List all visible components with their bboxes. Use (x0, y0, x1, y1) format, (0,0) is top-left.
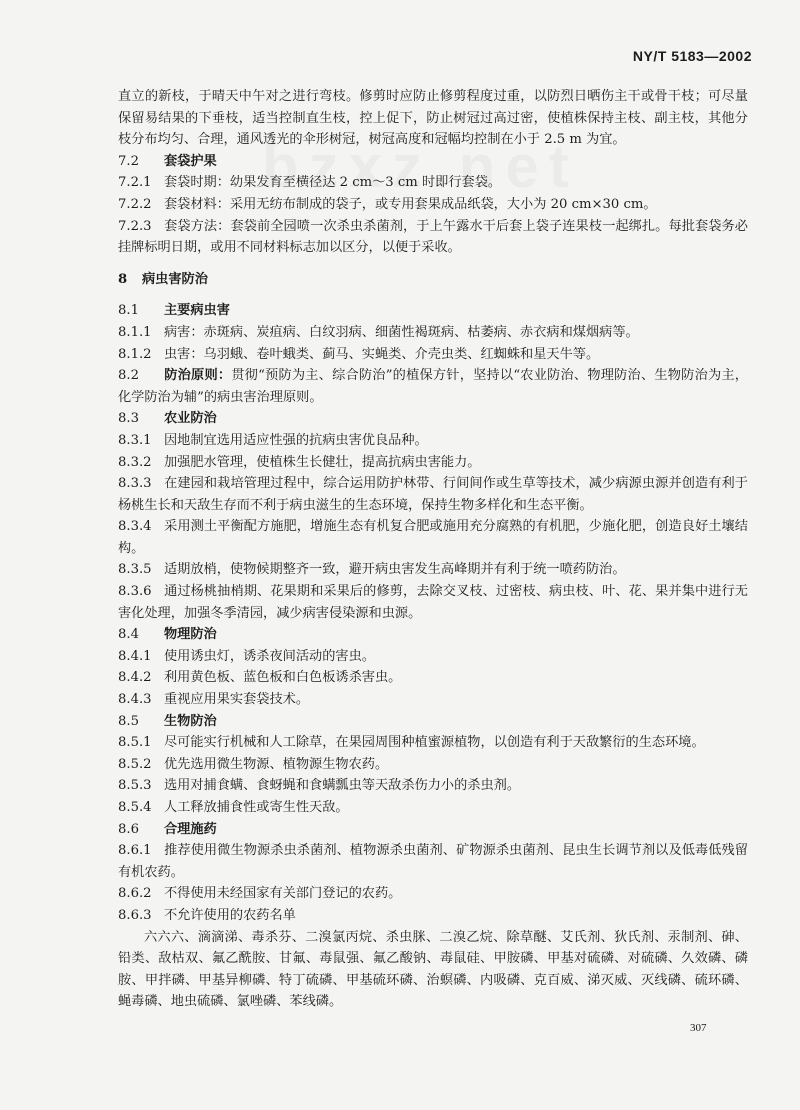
clause-text: 贯彻“预防为主、综合防治”的植保方针，坚持以“农业防治、物理防治、生物防治为主，化学防治为辅”的病虫害治理原则。 (118, 368, 748, 405)
clause-text: 适期放梢，使物候期整齐一致，避开病虫害发生高峰期并有利于统一喷药防治。 (164, 562, 626, 578)
clause-8-3-3 (118, 473, 748, 516)
section-title: 防治原则： (164, 368, 232, 384)
clause-number: 8.3.5 (118, 562, 152, 578)
clause-number: 8.5.4 (118, 800, 152, 815)
clause-number: 8.4.3 (118, 692, 152, 708)
clause-text: 采用测土平衡配方施肥，增施生态有机复合肥或施用充分腐熟的有机肥，少施化肥，创造良好土壤结构。 (118, 519, 748, 556)
clause-8-3-2 (118, 452, 748, 474)
clause-text: 套袋时期：幼果发育至横径达 2 cm～3 cm 时即行套袋。 (164, 175, 502, 191)
intro-paragraph: 直立的新枝，于晴天中午对之进行弯枝。修剪时应防止修剪程度过重，以防烈日晒伤主干或骨干枝；可尽量保留易结果的下垂枝，适当控制直生枝，控上促下，防止树冠过高过密，使植株保持主枝、副主枝，其他分枝分布均匀、合理，通风透光的伞形树冠，树冠高度和冠幅均控制在小于 2.5 m 为宜。 (118, 89, 748, 148)
clause-8-5-2 (118, 754, 748, 776)
clause-8-4-1 (118, 646, 748, 668)
section-8-heading (118, 269, 748, 291)
clause-text: 套袋材料：采用无纺布制成的袋子，或专用套果成品纸袋，大小为 20 cm×30 cm。 (164, 196, 657, 212)
section-number: 8.3 (118, 411, 139, 427)
clause-number: 8.3.4 (118, 519, 152, 535)
clause-text: 尽可能实行机械和人工除草，在果园周围种植蜜源植物，以创造有利于天敌繁衍的生态环境。 (164, 735, 705, 751)
clause-8-3-6 (118, 581, 748, 624)
section-8-6-heading (118, 819, 748, 841)
clause-8-5-4 (118, 797, 748, 819)
clause-text: 通过杨桃抽梢期、花果期和采果后的修剪，去除交叉枝、过密枝、病虫枝、叶、花、果并集中进行无害化处理，加强冬季清园，减少病害侵染源和虫源。 (118, 584, 748, 621)
clause-8-6-2 (118, 883, 748, 905)
section-8-5-heading (118, 711, 748, 733)
clause-text: 病害：赤斑病、炭疽病、白纹羽病、细菌性褐斑病、枯萎病、赤衣病和煤烟病等。 (164, 324, 639, 340)
clause-text: 因地制宜选用适应性强的抗病虫害优良品种。 (164, 432, 428, 448)
clause-number: 8.5.3 (118, 778, 152, 794)
section-8-4-heading (118, 624, 748, 646)
section-title: 病虫害防治 (142, 271, 208, 287)
clause-number: 8.6.3 (118, 907, 152, 923)
clause-8-3-5 (118, 559, 748, 581)
section-number: 8.4 (118, 627, 139, 643)
clause-text: 优先选用微生物源、植物源生物农药。 (164, 756, 389, 772)
clause-number: 8.3.6 (118, 584, 152, 600)
clause-text: 人工释放捕食性或寄生性天敌。 (164, 800, 349, 815)
clause-number: 8.4.1 (118, 648, 152, 664)
section-title: 合理施药 (164, 821, 217, 837)
clause-8-1-1 (118, 322, 748, 344)
section-7-2-heading (118, 151, 748, 173)
section-8-3-heading (118, 408, 748, 430)
clause-text: 使用诱虫灯，诱杀夜间活动的害虫。 (164, 648, 375, 664)
clause-number: 8.3.3 (118, 476, 152, 492)
clause-text: 选用对捕食螨、食蚜蝇和食螨瓢虫等天敌杀伤力小的杀虫剂。 (164, 778, 521, 794)
clause-8-1-2 (118, 344, 748, 366)
section-number: 8.6 (118, 821, 139, 837)
clause-number: 7.2.1 (118, 175, 152, 191)
clause-8-5-1 (118, 732, 748, 754)
clause-7-2-1 (118, 172, 748, 194)
section-number: 7.2 (118, 153, 139, 169)
document-body (118, 86, 748, 1013)
clause-text: 套袋方法：套袋前全园喷一次杀虫杀菌剂，于上午露水干后套上袋子连果枝一起绑扎。每批套袋务必挂牌标明日期，或用不同材料标志加以区分，以便于采收。 (118, 218, 748, 256)
section-title: 套袋护果 (164, 153, 217, 169)
section-number: 8 (118, 271, 128, 287)
standard-code: NY/T 5183—2002 (632, 48, 752, 64)
clause-text: 重视应用果实套袋技术。 (164, 692, 310, 708)
clause-8-3-1 (118, 430, 748, 452)
section-number: 8.2 (118, 368, 139, 384)
clause-7-2-3 (118, 216, 748, 259)
clause-number: 8.3.1 (118, 432, 152, 448)
clause-number: 8.1.2 (118, 346, 152, 362)
clause-number: 8.6.2 (118, 886, 152, 902)
clause-number: 8.1.1 (118, 324, 152, 340)
clause-text: 在建园和栽培管理过程中，综合运用防护林带、行间间作或生草等技术，减少病源虫源并创造有利于杨桃生长和天敌生存而不利于病虫滋生的生态环境，保持生物多样化和生态平衡。 (118, 476, 748, 513)
section-title: 生物防治 (164, 713, 217, 729)
clause-8-6-3 (118, 905, 748, 927)
clause-8-6-1 (118, 840, 748, 883)
clause-8-4-3 (118, 689, 748, 711)
clause-number: 8.5.1 (118, 735, 152, 751)
clause-8-5-3 (118, 775, 748, 797)
section-title: 物理防治 (164, 627, 217, 643)
page-number: 307 (690, 1022, 707, 1034)
section-title: 农业防治 (164, 411, 217, 427)
clause-8-3-4 (118, 516, 748, 559)
section-title: 主要病虫害 (164, 303, 230, 319)
clause-text: 不得使用未经国家有关部门登记的农药。 (164, 886, 402, 902)
clause-number: 7.2.3 (118, 218, 152, 234)
clause-text: 不允许使用的农药名单 (164, 907, 296, 923)
clause-7-2-2 (118, 194, 748, 216)
clause-number: 8.6.1 (118, 843, 152, 859)
section-number: 8.1 (118, 303, 139, 319)
clause-text: 加强肥水管理，使植株生长健壮，提高抗病虫害能力。 (164, 454, 481, 470)
clause-number: 8.4.2 (118, 670, 152, 686)
section-8-1-heading (118, 300, 748, 322)
clause-number: 8.3.2 (118, 454, 152, 470)
section-number: 8.5 (118, 713, 139, 729)
clause-8-4-2 (118, 667, 748, 689)
clause-text: 虫害：乌羽蛾、卷叶蛾类、蓟马、实蝇类、介壳虫类、红蜘蛛和星天牛等。 (164, 346, 600, 362)
clause-text: 利用黄色板、蓝色板和白色板诱杀害虫。 (164, 670, 402, 686)
clause-number: 8.5.2 (118, 756, 152, 772)
banned-pesticide-list: 六六六、滴滴涕、毒杀芬、二溴氯丙烷、杀虫脒、二溴乙烷、除草醚、艾氏剂、狄氏剂、汞制剂、砷、铅类、敌枯双、氟乙酰胺、甘氟、毒鼠强、氟乙酸钠、毒鼠硅、甲胺磷、甲基对硫磷、对硫磷、久效磷、磷胺、甲拌磷、甲基异柳磷、特丁硫磷、甲基硫环磷、治螟磷、内吸磷、克百威、涕灭威、灭线磷、硫环磷、蝇毒磷、地虫硫磷、氯唑磷、苯线磷。 (118, 929, 748, 1010)
clause-text: 推荐使用微生物源杀虫杀菌剂、植物源杀虫菌剂、矿物源杀虫菌剂、昆虫生长调节剂以及低毒低残留有机农药。 (118, 843, 748, 880)
clause-8-2 (118, 365, 748, 408)
clause-number: 7.2.2 (118, 196, 152, 212)
